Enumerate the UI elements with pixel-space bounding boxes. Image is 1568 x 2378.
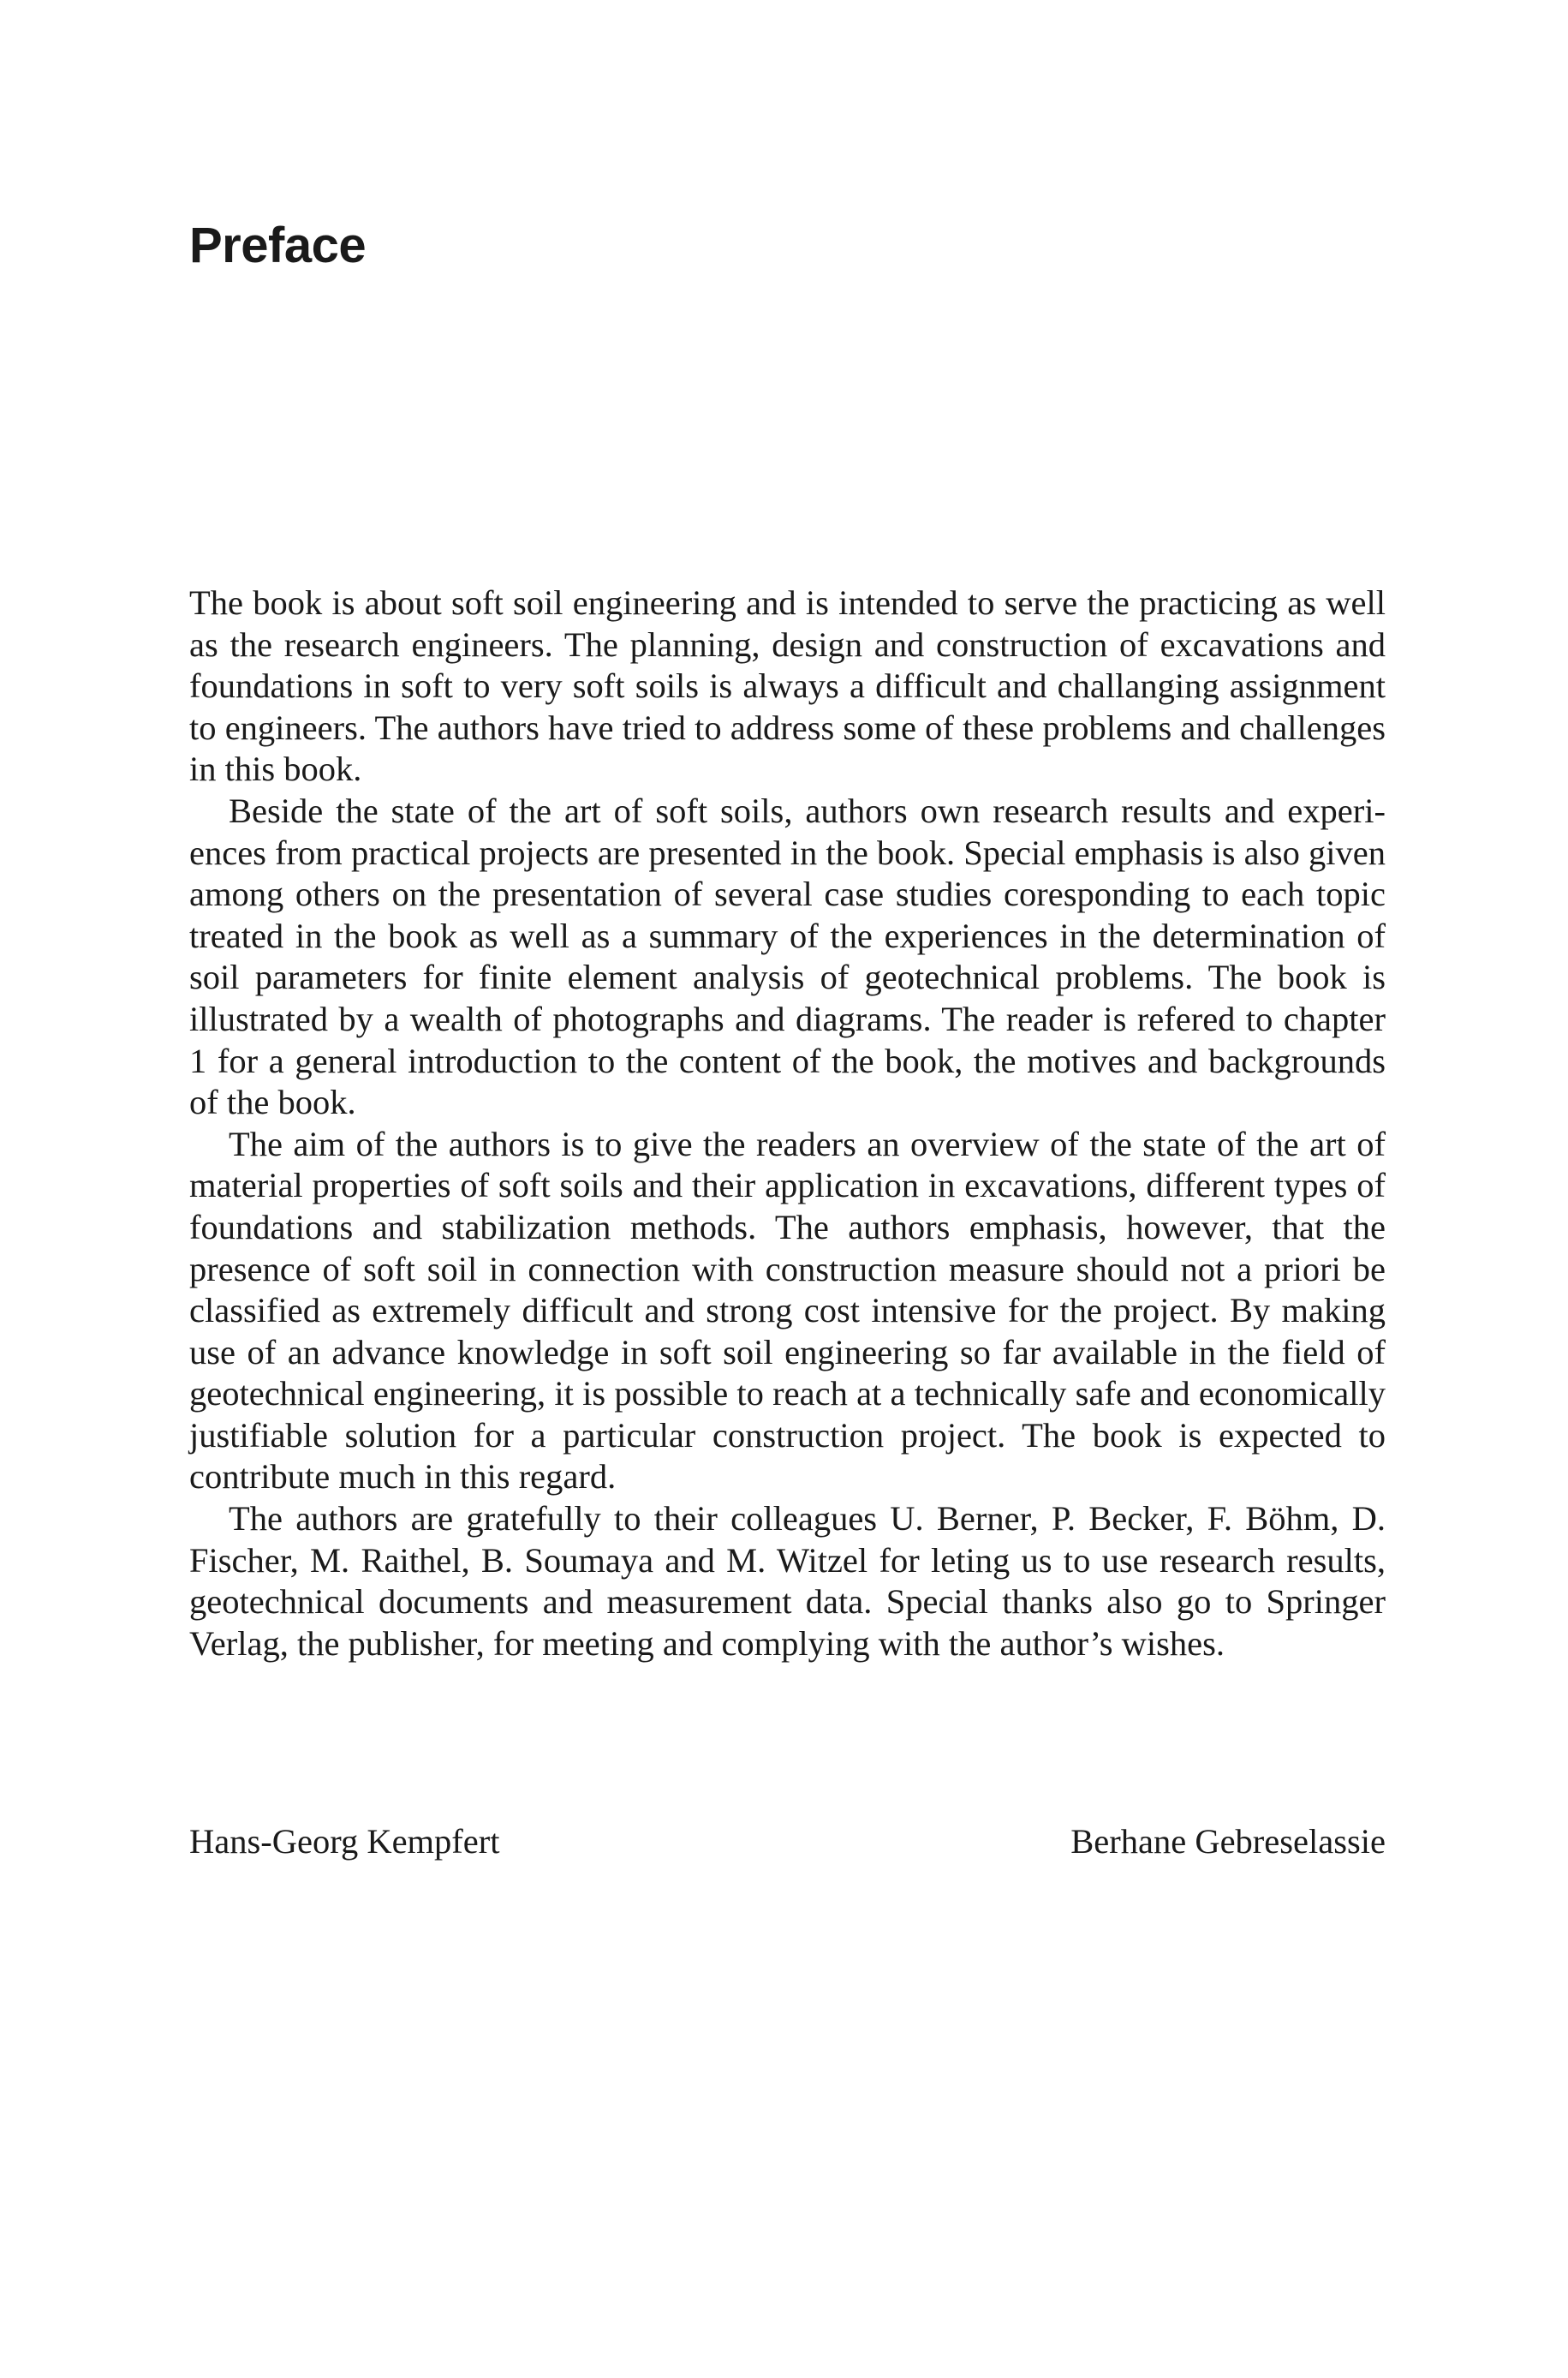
paragraph-3: The aim of the authors is to give the readers an overview of the state of the art of material properties of soft soils and their application in excavations, different types of foundations and stabilization methods. The authors emphasis, however, that the presence of soft soil in connection with construction measure should not a priori be classified as extremely difficult and strong cost intensive for the project. By making use of an advance knowledge in soft soil engineering so far available in the field of geotechnical engineering, it is possible to reach at a technically safe and economically justifiable solution for a particular construction project. The book is expected to contribute much in this regard. [189, 1124, 1386, 1497]
preface-body [189, 583, 1386, 1664]
paragraph-4: The authors are gratefully to their colleagues U. Berner, P. Becker, F. Böhm, D. Fischer, M. Raithel, B. Soumaya and M. Witzel for leting us to use research results, geotechnical documents and measurement data. Special thanks also go to Springer Verlag, the publisher, for meeting and complying with the author’s wishes. [189, 1499, 1386, 1663]
paragraph-1: The book is about soft soil engineering and is intended to serve the practicing as well as the research engineers. The planning, design and construction of excavations and foundations in soft to very soft soils is always a difficult and challanging assignment to engineers. The authors have tried to address some of these problems and challenges in this book. [189, 583, 1386, 789]
author-name-right: Berhane Gebreselassie [1070, 1822, 1386, 1861]
author-signatures [189, 1821, 1386, 1862]
page-title: Preface [189, 218, 367, 273]
paragraph-2: Beside the state of the art of soft soils, authors own research results and experiences from practical projects are presented in the book. Special emphasis is also given among others on the presentation of several case studies coresponding to each topic treated in the book as well as a summary of the experiences in the determination of soil parameters for finite element analysis of geotechnical problems. The book is illustrated by a wealth of photographs and diagrams. The reader is refered to chapter 1 for a general introduction to the content of the book, the motives and backgrounds of the book. [189, 791, 1386, 1122]
author-name-left: Hans-Georg Kempfert [189, 1822, 500, 1861]
